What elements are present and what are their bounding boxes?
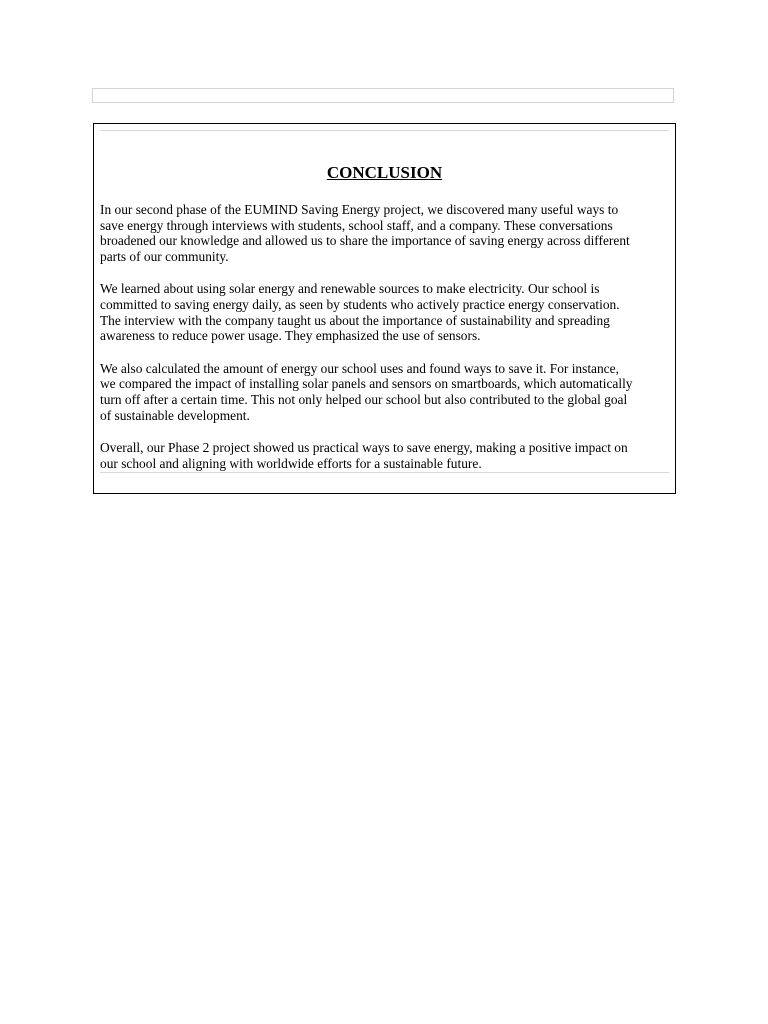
top-divider <box>100 130 669 131</box>
paragraph-1: In our second phase of the EUMIND Saving Energy project, we discovered many useful ways to save energy through interviews with students, school staff, and a company. These conversations broadened our knowledge and allowed us to share the importance of saving energy across different parts of our community. <box>100 202 630 264</box>
empty-header-box <box>92 88 674 103</box>
paragraph-4: Overall, our Phase 2 project showed us practical ways to save energy, making a positive impact on our school and aligning with worldwide efforts for a sustainable future. <box>100 440 628 471</box>
conclusion-heading: CONCLUSION <box>326 163 443 182</box>
paragraph-3: We also calculated the amount of energy our school uses and found ways to save it. For instance, we compared the impact of installing solar panels and sensors on smartboards, which automatically turn off after a certain time. This not only helped our school but also contributed to the global goal of sustainable development. <box>100 360 633 423</box>
conclusion-body <box>100 202 668 471</box>
conclusion-section <box>93 123 676 494</box>
bottom-divider <box>100 472 669 473</box>
paragraph-2: We learned about using solar energy and renewable sources to make electricity. Our school is committed to saving energy daily, as seen by students who actively practice energy conservation. The interview with the company taught us about the importance of sustainability and spreading awareness to reduce power usage. They emphasized the use of sensors. <box>100 281 620 344</box>
